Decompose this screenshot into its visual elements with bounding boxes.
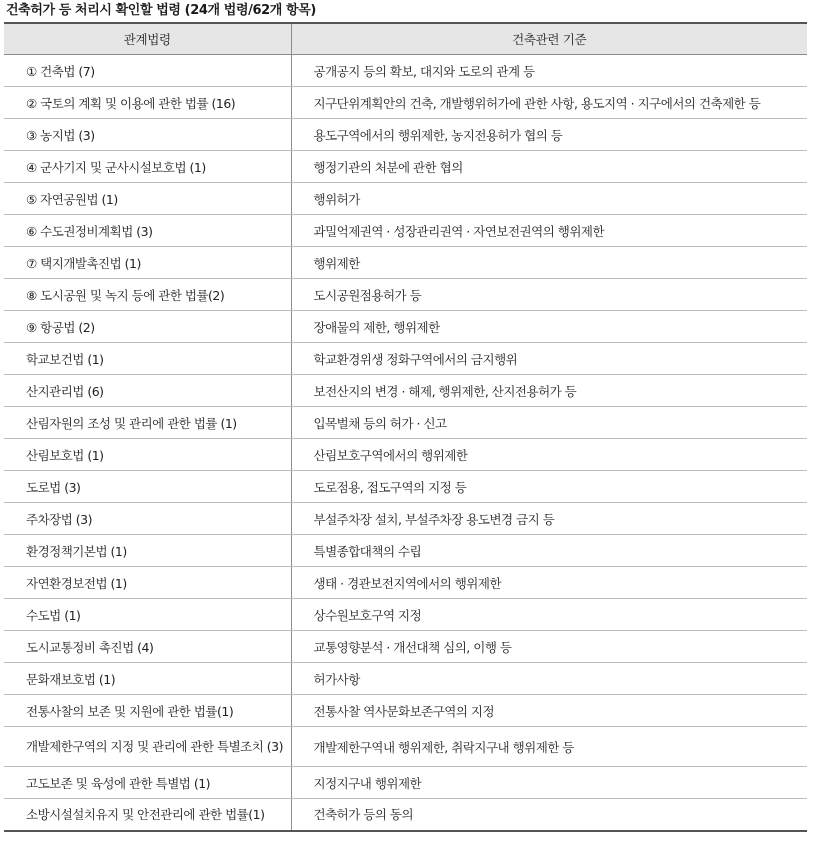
law-cell: ⑧ 도시공원 및 녹지 등에 관한 법률(2) [4, 279, 291, 311]
law-cell: 문화재보호법 (1) [4, 663, 291, 695]
table-row [4, 343, 807, 375]
standard-cell: 상수원보호구역 지정 [291, 599, 807, 631]
standard-cell: 도시공원점용허가 등 [291, 279, 807, 311]
table-row [4, 375, 807, 407]
law-cell: ① 건축법 (7) [4, 55, 291, 87]
table-row [4, 87, 807, 119]
table-row [4, 471, 807, 503]
law-cell: 도시교통정비 촉진법 (4) [4, 631, 291, 663]
standard-cell: 산림보호구역에서의 행위제한 [291, 439, 807, 471]
table-row [4, 119, 807, 151]
standard-cell: 행정기관의 처분에 관한 협의 [291, 151, 807, 183]
header-row [4, 23, 807, 55]
table-row [4, 695, 807, 727]
standard-cell: 특별종합대책의 수립 [291, 535, 807, 567]
table-row [4, 567, 807, 599]
standard-cell: 부설주차장 설치, 부설주차장 용도변경 금지 등 [291, 503, 807, 535]
standard-cell: 지구단위계획안의 건축, 개발행위허가에 관한 사항, 용도지역 · 지구에서의 건축제한 등 [291, 87, 807, 119]
standard-cell: 허가사항 [291, 663, 807, 695]
law-cell: 주차장법 (3) [4, 503, 291, 535]
table-row [4, 767, 807, 799]
table-row [4, 799, 807, 831]
standard-cell: 장애물의 제한, 행위제한 [291, 311, 807, 343]
standard-cell: 도로점용, 접도구역의 지정 등 [291, 471, 807, 503]
law-cell: 도로법 (3) [4, 471, 291, 503]
law-cell: 자연환경보전법 (1) [4, 567, 291, 599]
table-row [4, 215, 807, 247]
law-cell: 산지관리법 (6) [4, 375, 291, 407]
law-cell: 소방시설설치유지 및 안전관리에 관한 법률(1) [26, 807, 265, 823]
table-row [4, 503, 807, 535]
header-related-law: 관계법령 [4, 23, 291, 55]
table-row [4, 183, 807, 215]
standard-cell: 전통사찰 역사문화보존구역의 지정 [291, 695, 807, 727]
table-row [4, 247, 807, 279]
standard-cell: 공개공지 등의 확보, 대지와 도로의 관계 등 [291, 55, 807, 87]
law-cell: ⑨ 항공법 (2) [4, 311, 291, 343]
standard-cell: 개발제한구역내 행위제한, 취락지구내 행위제한 등 [291, 727, 807, 767]
law-cell: 산림보호법 (1) [4, 439, 291, 471]
table-row [4, 151, 807, 183]
table-row [4, 55, 807, 87]
law-cell: 학교보건법 (1) [4, 343, 291, 375]
standard-cell: 건축허가 등의 동의 [291, 799, 807, 831]
law-cell: 환경정책기본법 (1) [4, 535, 291, 567]
table-row [4, 599, 807, 631]
standard-cell: 학교환경위생 정화구역에서의 금지행위 [291, 343, 807, 375]
law-cell: 수도법 (1) [4, 599, 291, 631]
table-row [4, 439, 807, 471]
standard-cell: 생태 · 경관보전지역에서의 행위제한 [291, 567, 807, 599]
standard-cell: 행위허가 [291, 183, 807, 215]
law-cell: 전통사찰의 보존 및 지원에 관한 법률(1) [4, 695, 291, 727]
standard-cell: 입목벌채 등의 허가 · 신고 [291, 407, 807, 439]
table-row [4, 407, 807, 439]
standard-cell: 용도구역에서의 행위제한, 농지전용허가 협의 등 [291, 119, 807, 151]
table-body [4, 55, 807, 831]
header-building-standard: 건축관련 기준 [291, 23, 807, 55]
law-cell: ⑦ 택지개발촉진법 (1) [4, 247, 291, 279]
table-row [4, 727, 807, 767]
law-cell: ② 국토의 계획 및 이용에 관한 법률 (16) [4, 87, 291, 119]
law-cell: ⑤ 자연공원법 (1) [4, 183, 291, 215]
table-row [4, 631, 807, 663]
standard-cell: 행위제한 [291, 247, 807, 279]
table-row [4, 311, 807, 343]
law-cell: 고도보존 및 육성에 관한 특별법 (1) [4, 767, 291, 799]
table-row [4, 663, 807, 695]
law-cell: 개발제한구역의 지정 및 관리에 관한 특별조치 (3) [4, 727, 291, 767]
law-cell: ④ 군사기지 및 군사시설보호법 (1) [4, 151, 291, 183]
law-cell: 산림자원의 조성 및 관리에 관한 법률 (1) [4, 407, 291, 439]
standard-cell: 과밀억제권역 · 성장관리권역 · 자연보전권역의 행위제한 [291, 215, 807, 247]
law-cell: ⑥ 수도권정비계획법 (3) [4, 215, 291, 247]
standard-cell: 보전산지의 변경 · 해제, 행위제한, 산지전용허가 등 [291, 375, 807, 407]
law-cell: ③ 농지법 (3) [4, 119, 291, 151]
table-caption: 건축허가 등 처리시 확인할 법령 (24개 법령/62개 항목) [6, 3, 316, 18]
law-table [4, 22, 807, 832]
standard-cell: 교통영향분석 · 개선대책 심의, 이행 등 [291, 631, 807, 663]
table-row [4, 535, 807, 567]
table-row [4, 279, 807, 311]
standard-cell: 지정지구내 행위제한 [291, 767, 807, 799]
